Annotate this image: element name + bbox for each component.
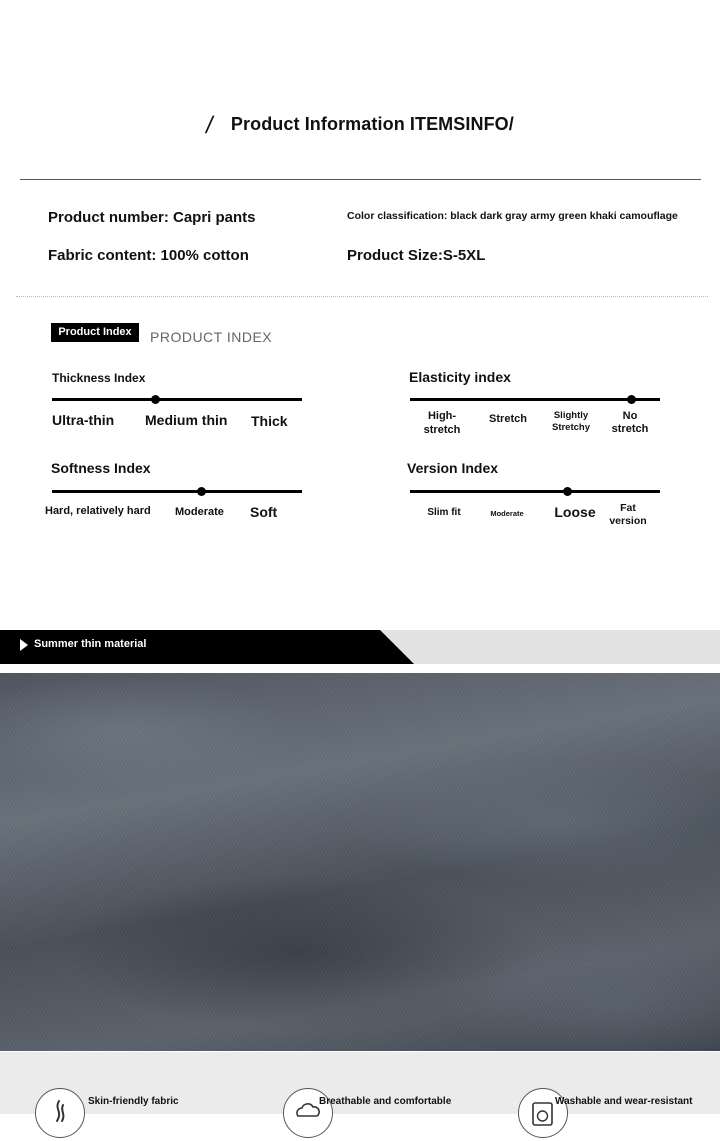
softness-track [52, 490, 302, 493]
flame-icon [35, 1088, 85, 1138]
elasticity-index-title: Elasticity index [409, 369, 511, 385]
banner-gray-band [380, 630, 720, 664]
version-track [410, 490, 660, 493]
softness-marker [197, 487, 206, 496]
version-index-title: Version Index [407, 460, 499, 476]
title-divider [20, 179, 701, 180]
elasticity-label-stretch: Stretch [489, 413, 527, 425]
fabric-content: Fabric content: 100% cotton [48, 247, 249, 264]
banner-text: Summer thin material [34, 638, 147, 650]
softness-label-moderate: Moderate [175, 506, 224, 518]
product-size: Product Size:S-5XL [347, 247, 486, 264]
thickness-label-thick: Thick [251, 413, 288, 429]
version-marker [563, 487, 572, 496]
feature-label-washable: Washable and wear-resistant [555, 1096, 693, 1107]
version-label-slim-fit: Slim fit [427, 507, 461, 518]
feature-label-breathable: Breathable and comfortable [319, 1096, 452, 1107]
play-arrow-icon [20, 639, 28, 651]
softness-label-hard: Hard, relatively hard [45, 505, 151, 517]
product-index-subtitle: PRODUCT INDEX [150, 329, 273, 345]
softness-index-title: Softness Index [51, 460, 151, 476]
softness-label-soft: Soft [250, 504, 278, 520]
product-number: Product number: Capri pants [48, 209, 256, 226]
elasticity-track [410, 398, 660, 401]
feature-label-skin-friendly: Skin-friendly fabric [88, 1096, 179, 1107]
section-title [0, 112, 720, 140]
thickness-index-title: Thickness Index [52, 371, 146, 385]
version-label-loose: Loose [554, 504, 596, 520]
elasticity-label-slightly-stretchy: Slightly Stretchy [551, 410, 590, 433]
elasticity-marker [627, 395, 636, 404]
thickness-track [52, 398, 302, 401]
color-classification: Color classification: black dark gray army green khaki camouflage [347, 210, 678, 222]
elasticity-label-no-stretch: No stretch [611, 410, 649, 435]
product-index-badge: Product Index [51, 323, 139, 342]
elasticity-label-high-stretch: High- stretch [423, 410, 461, 436]
title-slash: / [203, 112, 216, 139]
title-text: Product Information ITEMSINFO/ [230, 114, 514, 134]
thickness-marker [151, 395, 160, 404]
version-label-moderate: Moderate [490, 509, 524, 518]
version-label-fat-version: Fat version [609, 502, 647, 527]
banner [20, 630, 146, 664]
dotted-divider [16, 296, 708, 297]
thickness-label-medium-thin: Medium thin [145, 412, 228, 428]
thickness-label-ultra-thin: Ultra-thin [52, 412, 115, 428]
fabric-closeup-image [0, 673, 720, 1051]
fabric-weave-texture [0, 673, 720, 1051]
